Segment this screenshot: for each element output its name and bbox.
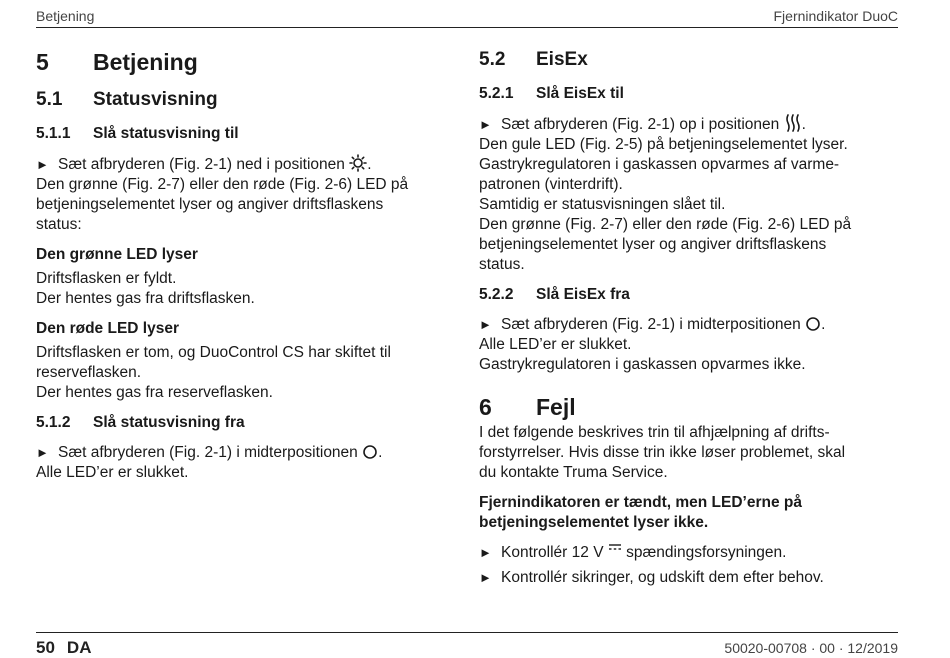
red-led-heading: Den røde LED lyser (36, 320, 179, 337)
section-5-2-1-text: ► Sæt afbryderen (Fig. 2-1) op i positionen . Den gule LED (Fig. 2-5) på betjeningselementet lyser. Gastrykregulatoren i gaskassen opvarmes af varme- patronen (vinterdrift). Samtidig er statusvisningen slået til. Den grønne (Fig. 2-7) eller den røde (Fig. 2-6) LED på betjeningselementet lyser og angiver driftsflaskens status. (479, 116, 852, 273)
circle-icon (362, 444, 378, 460)
fault-step-1: ► Kontrollér 12 V spændingsforsyningen. (479, 544, 787, 561)
section-5-1-2-heading: 5.1.2 Slå statusvisning fra (36, 414, 245, 431)
triangle-right-icon: ► (479, 317, 492, 332)
section-5-heading: 5 Betjening (36, 49, 198, 75)
direct-current-icon (608, 542, 622, 554)
section-5-2-2-text: ► Sæt afbryderen (Fig. 2-1) i midterpositionen . Alle LED’er er slukket. Gastrykregulatoren i gaskassen opvarmes ikke. (479, 316, 826, 373)
section-5-2-1-heading: 5.2.1 Slå EisEx til (479, 85, 624, 102)
section-5-1-2-text: ► Sæt afbryderen (Fig. 2-1) i midterpositionen . Alle LED’er er slukket. (36, 444, 383, 481)
red-led-text: Driftsflasken er tom, og DuoControl CS har skiftet til reserveflasken. Der hentes gas fra reserveflasken. (36, 344, 391, 401)
triangle-right-icon: ► (36, 445, 49, 460)
running-header (36, 8, 898, 26)
section-6-intro: I det følgende beskrives trin til afhjælpning af drifts- forstyrrelser. Hvis disse trin ikke løser problemet, skal du kontakte Truma Service. (479, 424, 846, 481)
left-column (36, 40, 446, 483)
circle-icon (805, 316, 821, 332)
section-5-1-heading: 5.1 Statusvisning (36, 89, 218, 110)
triangle-right-icon: ► (479, 570, 492, 585)
section-6-heading: 6 Fejl (479, 394, 576, 420)
sun-icon (349, 154, 367, 172)
triangle-right-icon: ► (479, 545, 492, 560)
header-left: Betjening (36, 8, 95, 24)
document-number: 50020-00708 · 00 · 12/2019 (724, 640, 898, 656)
section-5-1-1-heading: 5.1.1 Slå statusvisning til (36, 125, 239, 142)
page-number: 50 (36, 638, 55, 657)
section-5-1-1-text: ► Sæt afbryderen (Fig. 2-1) ned i positionen . Den grønne (Fig. 2-7) eller den røde (Fig. 2-6) LED på betjeningselementet lyser og angiver driftsflaskens status: (36, 156, 409, 233)
language-code: DA (66, 638, 92, 657)
header-right: Fjernindikator DuoC (773, 8, 898, 24)
triangle-right-icon: ► (36, 157, 49, 172)
green-led-heading: Den grønne LED lyser (36, 246, 198, 263)
section-5-2-heading: 5.2 EisEx (479, 49, 588, 70)
green-led-text: Driftsflasken er fyldt. Der hentes gas fra driftsflasken. (36, 270, 255, 307)
triangle-right-icon: ► (479, 117, 492, 132)
footer-page-info (36, 638, 91, 658)
fault-heading: Fjernindikatoren er tændt, men LED’erne på betjeningselementet lyser ikke. (479, 494, 802, 531)
right-column (479, 40, 889, 588)
header-rule (36, 27, 898, 28)
heat-waves-icon (784, 114, 802, 132)
section-5-2-2-heading: 5.2.2 Slå EisEx fra (479, 286, 630, 303)
fault-step-2: ► Kontrollér sikringer, og udskift dem efter behov. (479, 569, 824, 586)
footer-rule (36, 632, 898, 633)
